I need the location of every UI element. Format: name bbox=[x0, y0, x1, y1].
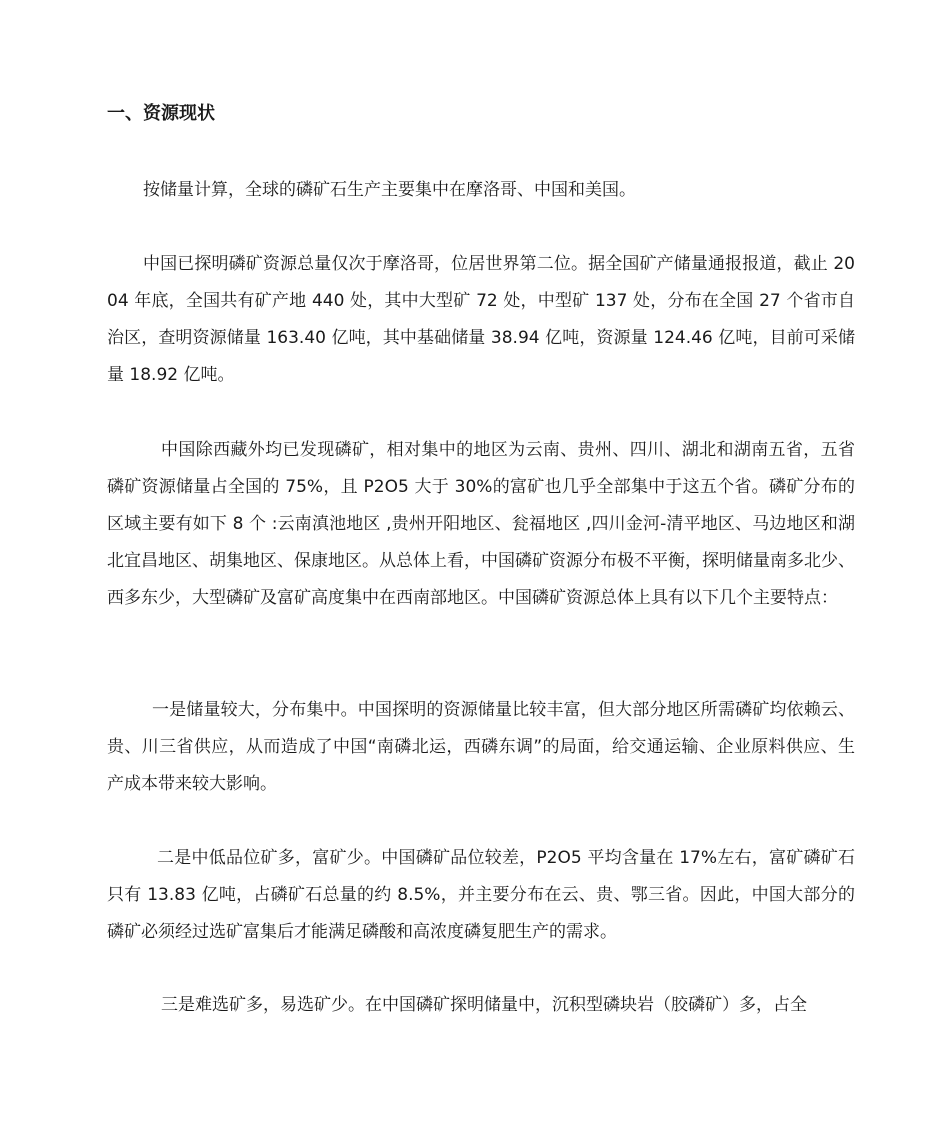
paragraph-feature-two: 二是中低品位矿多，富矿少。中国磷矿品位较差，P2O5 平均含量在 17%左右，富矿磷矿石只有 13.83 亿吨，占磷矿石总量的约 8.5%，并主要分布在云、贵、鄂三省。因此，中国大部分的磷矿必须经过选矿富集后才能满足磷酸和高浓度磷复肥生产的需求。 bbox=[107, 848, 855, 942]
paragraph-feature-one: 一是储量较大，分布集中。中国探明的资源储量比较丰富，但大部分地区所需磷矿均依赖云、贵、川三省供应，从而造成了中国“南磷北运，西磷东调”的局面，给交通运输、企业原料供应、生产成本带来较大影响。 bbox=[107, 700, 855, 794]
section-heading: 一、资源现状 bbox=[107, 103, 215, 124]
paragraph-global-production: 按储量计算，全球的磷矿石生产主要集中在摩洛哥、中国和美国。 bbox=[143, 180, 636, 200]
paragraph-distribution: 中国除西藏外均已发现磷矿，相对集中的地区为云南、贵州、四川、湖北和湖南五省，五省磷矿资源储量占全国的 75%，且 P2O5 大于 30%的富矿也几乎全部集中于这五个省。磷矿分布的区域主要有如下 8 个 :云南滇池地区 ,贵州开阳地区、瓮福地区 ,四川金河-清平地区、马边地区和湖北宜昌地区、胡集地区、保康地区。从总体上看，中国磷矿资源分布极不平衡，探明储量南多北少、西多东少，大型磷矿及富矿高度集中在西南部地区。中国磷矿资源总体上具有以下几个主要特点： bbox=[107, 440, 855, 608]
paragraph-feature-three: 三是难选矿多，易选矿少。在中国磷矿探明储量中，沉积型磷块岩（胶磷矿）多，占全 bbox=[161, 995, 807, 1015]
paragraph-china-reserves: 中国已探明磷矿资源总量仅次于摩洛哥，位居世界第二位。据全国矿产储量通报报道，截止 2004 年底，全国共有矿产地 440 处，其中大型矿 72 处，中型矿 137 处，分布在全国 27 个省市自治区，查明资源储量 163.40 亿吨，其中基础储量 38.94 亿吨，资源量 124.46 亿吨，目前可采储量 18.92 亿吨。 bbox=[107, 254, 855, 385]
